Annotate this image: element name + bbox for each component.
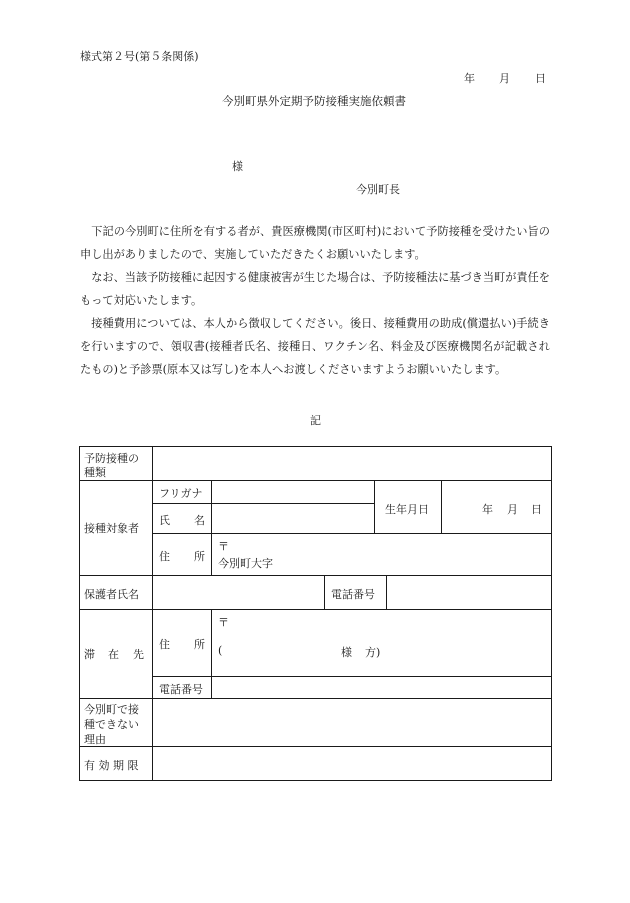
table-vline (211, 609, 212, 698)
furigana-label: フリガナ (159, 487, 203, 500)
document-title: 今別町県外定期予防接種実施依頼書 (222, 94, 406, 108)
dob-label: 生年月日 (385, 503, 429, 516)
body-paragraph-1: 下記の今別町に住所を有する者が、貴医療機関(市区町村)において予防接種を受けたい旨の申し出がありましたので、実施していただきたくお願いいたします。 (80, 225, 550, 261)
body-paragraph-3: 接種費用については、本人から徴収してください。後日、接種費用の助成(償還払い)手続きを行いますので、領収書(接種者氏名、接種日、ワクチン名、料金及び医療機関名が記載されたもの)と予診票(原本又は写し)を本人へお渡しくださいますようお願いいたします。 (80, 317, 550, 376)
stay-address-label-b: 所 (194, 638, 205, 651)
guardian-label: 保護者氏名 (84, 588, 139, 601)
name-label-b: 名 (194, 514, 205, 527)
table-hline (152, 533, 552, 534)
stay-label-b: 在 (108, 648, 119, 661)
reason-label-line1: 今別町で接 (84, 703, 139, 716)
postal-mark: 〒 (218, 540, 229, 553)
body-paragraph-2: なお、当該予防接種に起因する健康被害が生じた場合は、予防接種法に基づき当町が責任をもって対応いたします。 (80, 271, 550, 307)
addressee-suffix: 様 (232, 160, 243, 173)
ki-label: 記 (310, 414, 321, 427)
stay-phone-label: 電話番号 (159, 683, 203, 696)
stay-kata: 方) (365, 646, 381, 659)
table-border-left (79, 446, 80, 781)
table-vline (386, 575, 387, 609)
sender: 今別町長 (356, 183, 400, 196)
vaccine-type-label-line2: 種類 (84, 466, 106, 479)
date-month-label: 月 (499, 72, 510, 85)
table-hline (79, 480, 552, 481)
table-hline (152, 676, 552, 677)
dob-day-label: 日 (531, 503, 542, 516)
address-label-b: 所 (194, 550, 205, 563)
table-vline (374, 480, 375, 533)
stay-address-label-a: 住 (159, 638, 170, 651)
table-vline (324, 575, 325, 609)
table-hline (79, 698, 552, 699)
table-hline (79, 575, 552, 576)
subject-label: 接種対象者 (84, 522, 139, 535)
stay-postal-mark: 〒 (218, 616, 229, 629)
phone-label: 電話番号 (331, 588, 375, 601)
date-day-label: 日 (535, 72, 546, 85)
vaccine-type-label-line1: 予防接種の (84, 452, 139, 465)
address-label-a: 住 (159, 550, 170, 563)
table-hline (152, 503, 374, 504)
table-vline (441, 480, 442, 533)
address-value: 今別町大字 (218, 557, 273, 570)
dob-year-label: 年 (482, 503, 493, 516)
body-text (80, 220, 550, 381)
table-hline (79, 746, 552, 747)
date-year-label: 年 (464, 72, 475, 85)
table-hline (79, 609, 552, 610)
stay-sama: 様 (341, 646, 352, 659)
table-vline (152, 446, 153, 781)
table-border-bottom (79, 780, 552, 781)
form-number: 様式第２号(第５条関係) (80, 50, 199, 63)
name-label-a: 氏 (159, 514, 170, 527)
table-border-right (551, 446, 552, 781)
stay-paren-open: ( (218, 644, 223, 657)
table-border-top (79, 446, 552, 447)
table-vline (211, 480, 212, 575)
validity-label: 有 効 期 限 (84, 759, 139, 772)
stay-label-a: 滞 (84, 648, 95, 661)
dob-month-label: 月 (507, 503, 518, 516)
reason-label-line3: 理由 (84, 733, 106, 746)
stay-label-c: 先 (133, 648, 144, 661)
reason-label-line2: 種できない (84, 718, 139, 731)
